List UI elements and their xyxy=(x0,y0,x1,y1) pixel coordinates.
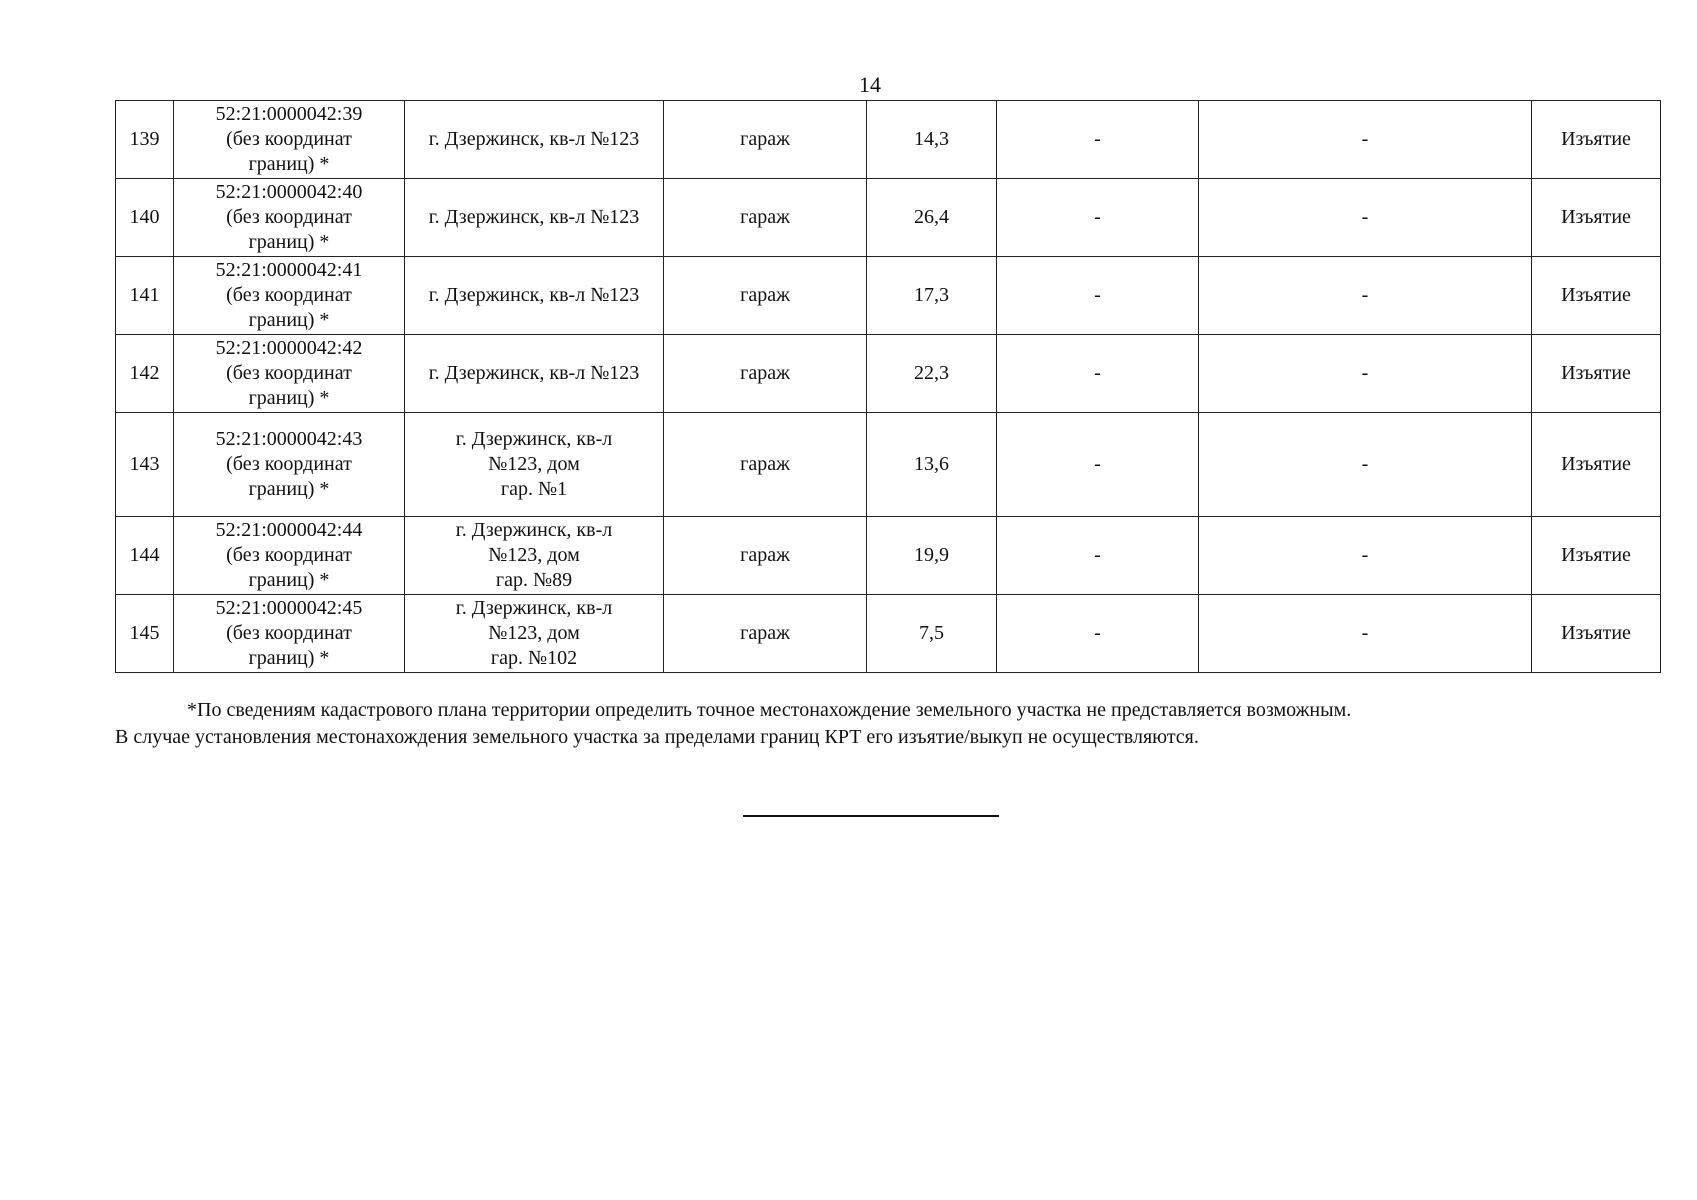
cadastral-note-line-2: границ) * xyxy=(248,231,330,253)
action-cell: Изъятие xyxy=(1532,517,1661,595)
table-row xyxy=(116,179,1661,257)
footnote-line-1: *По сведениям кадастрового плана территории определить точное местонахождение земельного участка не представляется возможным. xyxy=(187,699,1352,721)
address-line-3: гар. №89 xyxy=(495,569,573,591)
cadastral-number-cell xyxy=(174,413,405,517)
object-type-cell: гараж xyxy=(664,257,867,335)
area-cell: 22,3 xyxy=(867,335,997,413)
cadastral-note-line-2: границ) * xyxy=(248,647,330,669)
cadastral-note-line-1: (без координат xyxy=(226,453,352,475)
empty-value-cell: - xyxy=(997,517,1199,595)
address-line-1: г. Дзержинск, кв-л №123 xyxy=(428,206,640,228)
cadastral-number-cell xyxy=(174,517,405,595)
cadastral-note-line-1: (без координат xyxy=(226,622,352,644)
cadastral-number: 52:21:0000042:43 xyxy=(215,428,363,450)
cadastral-note-line-2: границ) * xyxy=(248,153,330,175)
row-number-cell: 140 xyxy=(116,179,174,257)
footnote-line-2: В случае установления местонахождения земельного участка за пределами границ КРТ его изъятие/выкуп не осуществляются. xyxy=(115,726,1199,748)
empty-value-cell: - xyxy=(1199,595,1532,673)
area-cell: 26,4 xyxy=(867,179,997,257)
cadastral-number: 52:21:0000042:40 xyxy=(215,181,363,203)
cadastral-note-line-1: (без координат xyxy=(226,544,352,566)
cadastral-note-line-2: границ) * xyxy=(248,569,330,591)
area-cell: 19,9 xyxy=(867,517,997,595)
page-number: 14 xyxy=(859,72,881,97)
action-cell: Изъятие xyxy=(1532,257,1661,335)
cadastral-number-cell xyxy=(174,101,405,179)
table-row xyxy=(116,595,1661,673)
empty-value-cell: - xyxy=(997,257,1199,335)
row-number-cell: 144 xyxy=(116,517,174,595)
empty-value-cell: - xyxy=(997,179,1199,257)
action-cell: Изъятие xyxy=(1532,335,1661,413)
empty-value-cell: - xyxy=(1199,179,1532,257)
address-line-2: №123, дом xyxy=(488,544,580,566)
cadastral-number-cell xyxy=(174,335,405,413)
empty-value-cell: - xyxy=(1199,517,1532,595)
cadastral-number-cell xyxy=(174,179,405,257)
area-cell: 14,3 xyxy=(867,101,997,179)
address-cell xyxy=(405,257,664,335)
area-cell: 7,5 xyxy=(867,595,997,673)
table-row xyxy=(116,413,1661,517)
action-cell: Изъятие xyxy=(1532,179,1661,257)
empty-value-cell: - xyxy=(997,595,1199,673)
area-cell: 13,6 xyxy=(867,413,997,517)
cadastral-note-line-1: (без координат xyxy=(226,206,352,228)
object-type-cell: гараж xyxy=(664,335,867,413)
table-row xyxy=(116,517,1661,595)
row-number-cell: 142 xyxy=(116,335,174,413)
address-cell xyxy=(405,595,664,673)
table-row xyxy=(116,101,1661,179)
address-line-1: г. Дзержинск, кв-л xyxy=(455,428,613,450)
empty-value-cell: - xyxy=(1199,257,1532,335)
cadastral-number: 52:21:0000042:44 xyxy=(215,519,363,541)
object-type-cell: гараж xyxy=(664,517,867,595)
cadastral-number: 52:21:0000042:39 xyxy=(215,103,363,125)
address-line-2: №123, дом xyxy=(488,622,580,644)
area-cell: 17,3 xyxy=(867,257,997,335)
address-line-1: г. Дзержинск, кв-л №123 xyxy=(428,128,640,150)
object-type-cell: гараж xyxy=(664,413,867,517)
address-line-3: гар. №1 xyxy=(500,478,568,500)
action-cell: Изъятие xyxy=(1532,413,1661,517)
object-type-cell: гараж xyxy=(664,101,867,179)
row-number-cell: 145 xyxy=(116,595,174,673)
table-body xyxy=(116,101,1661,673)
cadastral-number: 52:21:0000042:42 xyxy=(215,337,363,359)
footnote xyxy=(115,697,1660,751)
cadastral-number: 52:21:0000042:45 xyxy=(215,597,363,619)
address-line-1: г. Дзержинск, кв-л №123 xyxy=(428,362,640,384)
action-cell: Изъятие xyxy=(1532,595,1661,673)
address-line-2: №123, дом xyxy=(488,453,580,475)
address-cell xyxy=(405,101,664,179)
object-type-cell: гараж xyxy=(664,595,867,673)
end-divider-line xyxy=(743,815,999,817)
empty-value-cell: - xyxy=(1199,335,1532,413)
empty-value-cell: - xyxy=(997,413,1199,517)
address-line-1: г. Дзержинск, кв-л xyxy=(455,597,613,619)
cadastral-note-line-1: (без координат xyxy=(226,362,352,384)
address-cell xyxy=(405,413,664,517)
cadastral-note-line-2: границ) * xyxy=(248,478,330,500)
empty-value-cell: - xyxy=(997,335,1199,413)
empty-value-cell: - xyxy=(1199,413,1532,517)
empty-value-cell: - xyxy=(1199,101,1532,179)
cadastral-number: 52:21:0000042:41 xyxy=(215,259,363,281)
table-row xyxy=(116,257,1661,335)
address-cell xyxy=(405,179,664,257)
table-row xyxy=(116,335,1661,413)
address-cell xyxy=(405,517,664,595)
address-line-1: г. Дзержинск, кв-л №123 xyxy=(428,284,640,306)
cadastral-note-line-1: (без координат xyxy=(226,128,352,150)
address-line-1: г. Дзержинск, кв-л xyxy=(455,519,613,541)
empty-value-cell: - xyxy=(997,101,1199,179)
cadastral-note-line-2: границ) * xyxy=(248,309,330,331)
cadastral-note-line-2: границ) * xyxy=(248,387,330,409)
object-type-cell: гараж xyxy=(664,179,867,257)
address-line-3: гар. №102 xyxy=(490,647,578,669)
row-number-cell: 139 xyxy=(116,101,174,179)
cadastral-number-cell xyxy=(174,595,405,673)
action-cell: Изъятие xyxy=(1532,101,1661,179)
row-number-cell: 143 xyxy=(116,413,174,517)
cadastral-number-cell xyxy=(174,257,405,335)
address-cell xyxy=(405,335,664,413)
row-number-cell: 141 xyxy=(116,257,174,335)
land-plots-table xyxy=(115,100,1661,673)
cadastral-note-line-1: (без координат xyxy=(226,284,352,306)
